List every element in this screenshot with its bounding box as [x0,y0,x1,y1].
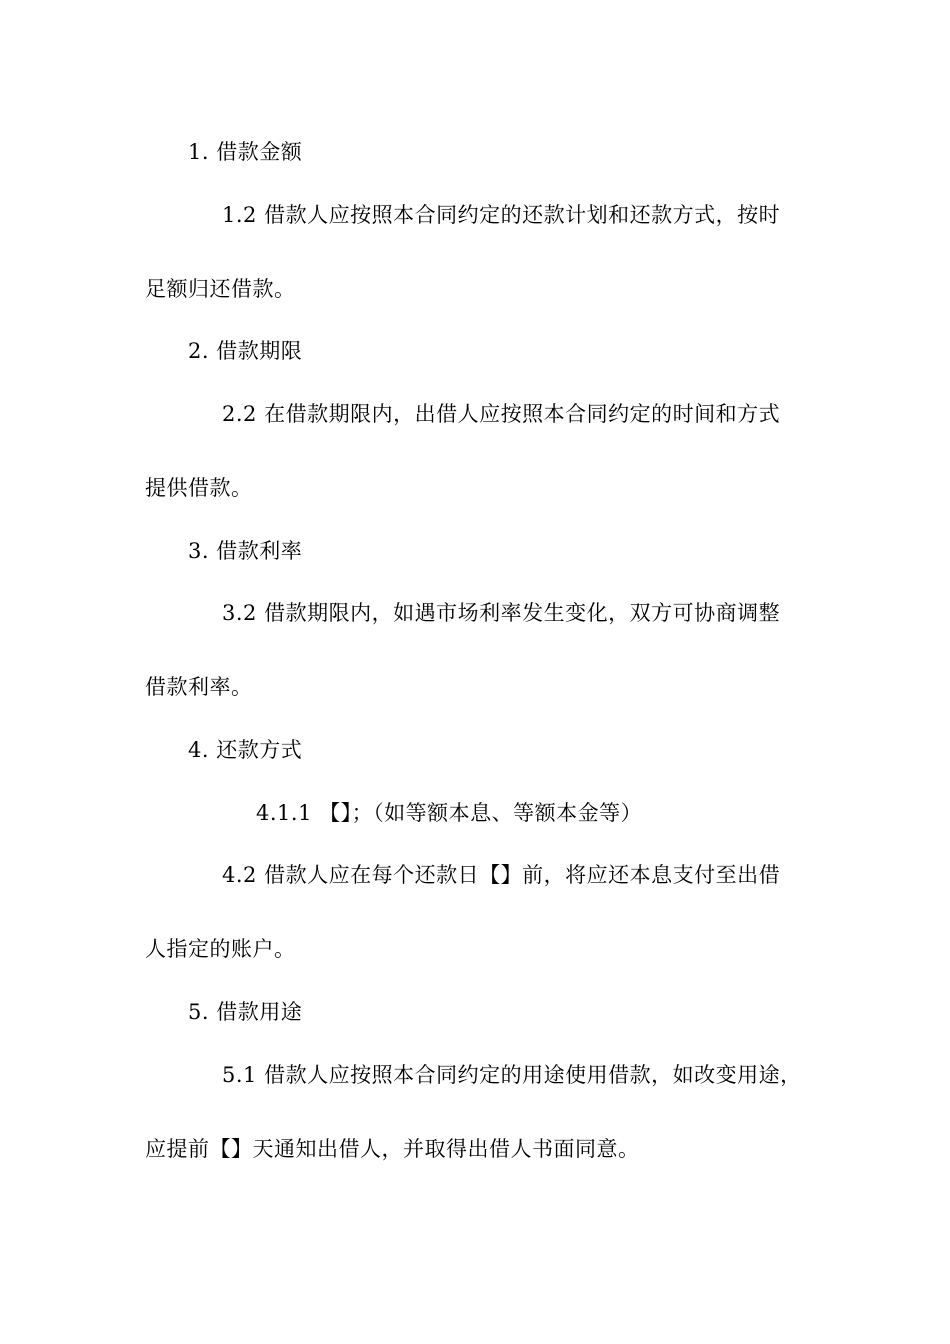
section-2-paragraph-line-2: 提供借款。 [145,476,253,500]
section-5-paragraph-line-1: 5.1 借款人应按照本合同约定的用途使用借款，如改变用途， [222,1063,802,1087]
section-3-heading: 3. 借款利率 [188,539,303,563]
section-1-heading: 1. 借款金额 [188,140,303,164]
section-1-paragraph-line-1: 1.2 借款人应按照本合同约定的还款计划和还款方式，按时 [222,203,781,227]
section-4-sub-item: 4.1.1 【】；（如等额本息、等额本金等） [256,801,643,825]
section-4-paragraph-line-1: 4.2 借款人应在每个还款日【】前，将应还本息支付至出借 [222,863,781,887]
section-1-paragraph-line-2: 足额归还借款。 [145,277,296,301]
section-5-paragraph-line-2: 应提前【】天通知出借人，并取得出借人书面同意。 [145,1137,640,1161]
section-4-heading: 4. 还款方式 [188,738,303,762]
section-3-paragraph-line-1: 3.2 借款期限内，如遇市场利率发生变化，双方可协商调整 [222,601,781,625]
section-4-paragraph-line-2: 人指定的账户。 [145,937,296,961]
section-3-paragraph-line-2: 借款利率。 [145,675,253,699]
section-2-paragraph-line-1: 2.2 在借款期限内，出借人应按照本合同约定的时间和方式 [222,402,781,426]
section-2-heading: 2. 借款期限 [188,339,303,363]
section-5-heading: 5. 借款用途 [188,1000,303,1024]
